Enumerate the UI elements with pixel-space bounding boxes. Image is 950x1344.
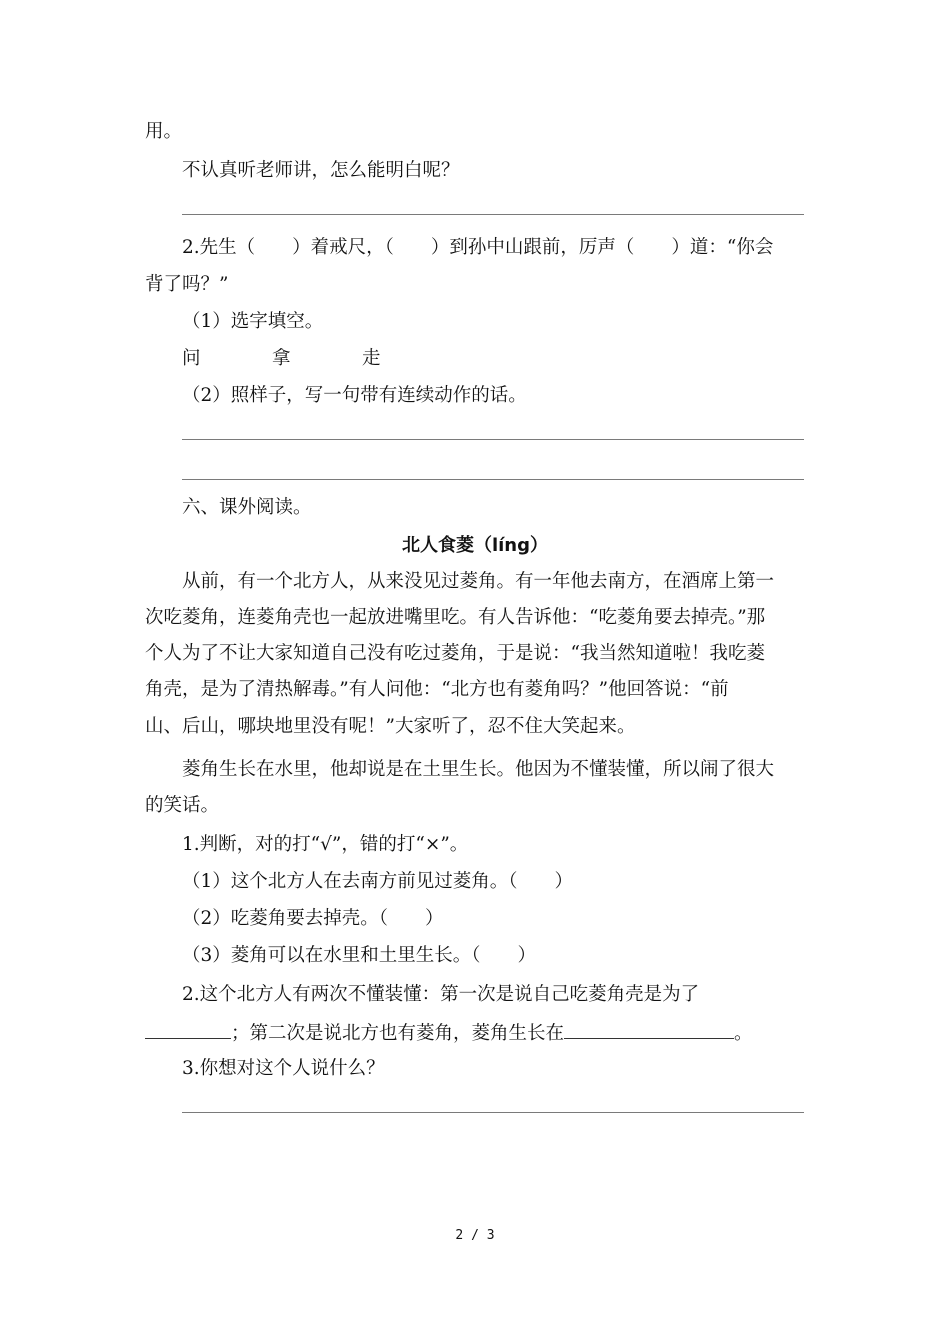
question-2-cont: ；第二次是说北方也有菱角，菱角生长在 。 (145, 1020, 753, 1046)
q2-sentence-line2: 背了吗？” (145, 274, 229, 295)
passage-line: 的笑话。 (145, 795, 220, 816)
q2-sub1: （1）选字填空。 (182, 311, 324, 332)
fill-blank[interactable] (145, 1020, 231, 1039)
answer-line[interactable] (182, 1112, 804, 1113)
choice-word: 走 (362, 348, 381, 369)
passage-line: 次吃菱角，连菱角壳也一起放进嘴里吃。有人告诉他：“吃菱角要去掉壳。”那 (145, 607, 766, 628)
judge-item: （3）菱角可以在水里和土里生长。（ ） (182, 945, 537, 966)
continued-text: 用。 (145, 121, 183, 142)
passage-line: 角壳，是为了清热解毒。”有人问他：“北方也有菱角吗？”他回答说：“前 (145, 679, 729, 700)
page-number: 2 / 3 (455, 1228, 495, 1243)
passage-title: 北人食菱（líng） (401, 535, 549, 556)
answer-line[interactable] (182, 439, 804, 440)
q2-sub2: （2）照样子，写一句带有连续动作的话。 (182, 385, 527, 406)
question-1: 1.判断，对的打“√”，错的打“×”。 (182, 834, 469, 855)
passage-line: 山、后山，哪块地里没有呢！”大家听了，忍不住大笑起来。 (145, 716, 636, 737)
question-3: 3.你想对这个人说什么？ (182, 1058, 385, 1079)
choice-word: 拿 (272, 348, 291, 369)
q2-sentence-line1: 2.先生（ ）着戒尺，（ ）到孙中山跟前，厉声（ ）道：“你会 (182, 237, 774, 258)
section-heading: 六、课外阅读。 (182, 497, 312, 518)
passage-line: 个人为了不让大家知道自己没有吃过菱角，于是说：“我当然知道啦！我吃菱 (145, 643, 765, 664)
judge-item: （2）吃菱角要去掉壳。（ ） (182, 908, 444, 929)
question-2: 2.这个北方人有两次不懂装懂：第一次是说自己吃菱角壳是为了 (182, 984, 700, 1005)
fill-blank[interactable] (564, 1020, 734, 1039)
word-choices (182, 347, 452, 371)
choice-word: 问 (182, 348, 201, 369)
passage-line: 从前，有一个北方人，从来没见过菱角。有一年他去南方，在酒席上第一 (182, 571, 775, 592)
judge-item: （1）这个北方人在去南方前见过菱角。（ ） (182, 871, 574, 892)
rewrite-question: 不认真听老师讲，怎么能明白呢？ (182, 160, 460, 181)
answer-line[interactable] (182, 479, 804, 480)
answer-line[interactable] (182, 214, 804, 215)
passage-line: 菱角生长在水里，他却说是在土里生长。他因为不懂装懂，所以闹了很大 (182, 759, 775, 780)
